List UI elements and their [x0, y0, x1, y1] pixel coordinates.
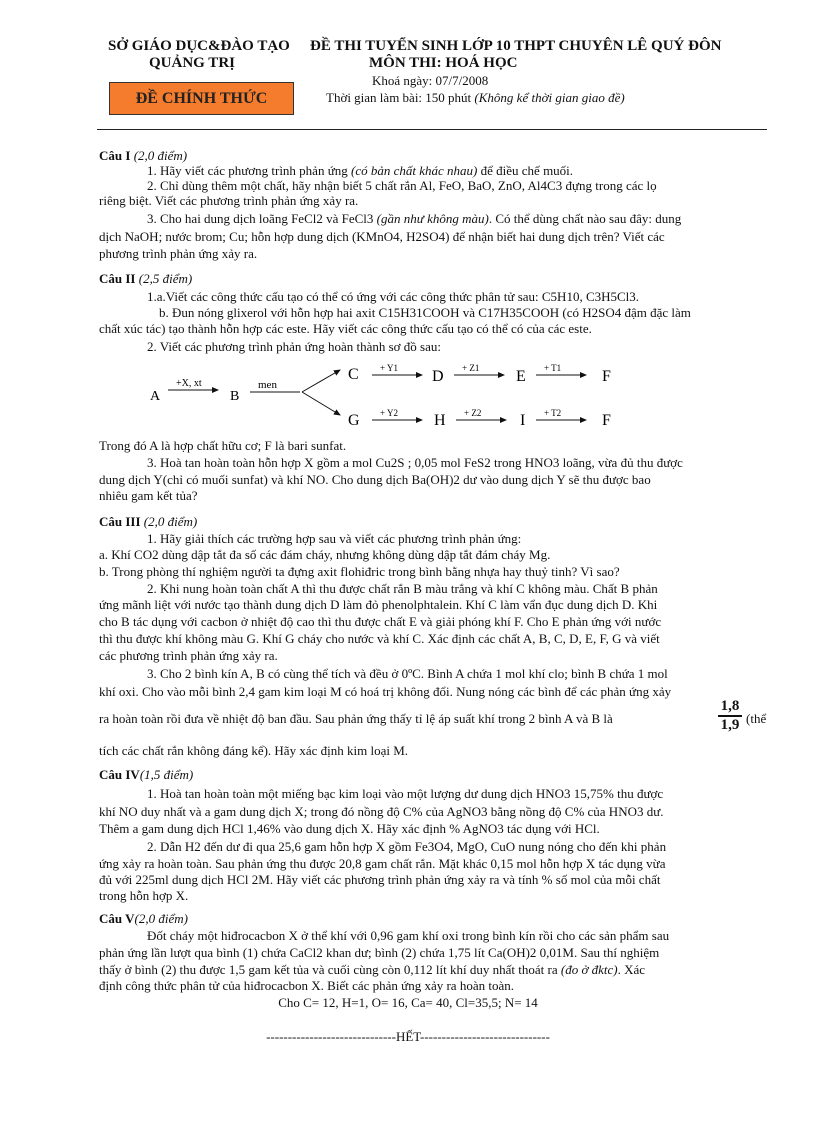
- q1-text: 1. Hãy viết các phương trình phản ứng: [147, 163, 352, 178]
- end-marker: ------------------------------HẾT------------------------------: [266, 1029, 550, 1044]
- scheme-C: C: [348, 366, 359, 383]
- q3-line: các phương trình phản ứng xảy ra.: [99, 648, 278, 663]
- scheme-A: A: [150, 389, 161, 404]
- atomic-masses: Cho C= 12, H=1, O= 16, Ca= 40, Cl=35,5; N= 14: [278, 995, 538, 1010]
- scheme-reagent-1: +X, xt: [176, 378, 202, 389]
- q1-text: 3. Cho hai dung dịch loãng FeCl2 và FeCl3: [147, 211, 377, 226]
- q3-line: 1. Hãy giải thích các trường hợp sau và viết các phương trình phản ứng:: [147, 531, 522, 546]
- exam-date: Khoá ngày: 07/7/2008: [372, 73, 489, 88]
- q1-title: Câu I: [99, 148, 131, 163]
- q2-heading: [99, 271, 767, 286]
- q1-italic: (có bản chất khác nhau): [351, 163, 478, 178]
- q3-points: (2,0 điểm): [143, 514, 198, 529]
- school-department: SỞ GIÁO DỤC&ĐÀO TẠO: [108, 38, 290, 54]
- q1-text: . Có thể dùng chất nào sau đây: dung: [488, 211, 682, 226]
- q4-line: ứng xảy ra hoàn toàn. Sau phản ứng thu được 20,8 gam chất rắn. Mặt khác 0,15 mol hỗn hợp X tác dụng vừa: [99, 856, 666, 871]
- q4-heading: [99, 767, 767, 782]
- exam-duration: [326, 90, 625, 106]
- scheme-E: E: [516, 368, 526, 385]
- q4-title: Câu IV: [99, 767, 140, 782]
- q3-line: khí oxi. Cho vào mỗi bình 2,4 gam kim loại M có hoá trị không đổi. Nung nóng các bình để các phản ứng xảy: [99, 684, 672, 699]
- subject: MÔN THI: HOÁ HỌC: [369, 55, 518, 71]
- arrow-branch-down: [302, 392, 340, 415]
- scheme-Y1: + Y1: [380, 363, 398, 373]
- q1-line: 2. Chỉ dùng thêm một chất, hãy nhận biết 5 chất rắn Al, FeO, BaO, ZnO, Al4C3 đựng trong các lọ: [147, 178, 657, 193]
- q5-text: thấy ở bình (2) thu được 1,5 gam kết tủa và cuối cùng còn 0,112 lít khí duy nhất thoát ra: [99, 962, 561, 977]
- scheme-I: I: [520, 412, 526, 429]
- q4-line: Thêm a gam dung dịch HCl 1,46% vào dung dịch X. Hãy xác định % AgNO3 tác dụng với HCl.: [99, 821, 600, 836]
- q3-line: 3. Cho 2 bình kín A, B có cùng thể tích và đều ở 0ºC. Bình A chứa 1 mol khí clo; bình B chứa 1 mol: [147, 666, 668, 681]
- scheme-Z2: + Z2: [464, 408, 482, 418]
- exam-title: ĐỀ THI TUYỂN SINH LỚP 10 THPT CHUYÊN LÊ QUÝ ĐÔN: [310, 38, 722, 54]
- q2-line: 1.a.Viết các công thức cấu tạo có thể có ứng với các công thức phân tử sau: C5H10, C3H5Cl3.: [147, 289, 640, 304]
- q3-line: cho B tác dụng với cacbon ở nhiệt độ cao thì thu được chất E và giải phóng khí F. Cho E phản ứng với nước: [99, 614, 662, 629]
- q4-line: khí NO duy nhất và a gam dung dịch X; trong đó nồng độ C% của AgNO3 bằng nồng độ C% của HNO3 dư.: [99, 804, 664, 819]
- q5-line: định công thức phân tử của hiđrocacbon X. Biết các phản ứng xảy ra hoàn toàn.: [99, 978, 514, 993]
- q5-text: . Xác: [617, 962, 646, 977]
- q4-line: 1. Hoà tan hoàn toàn một miếng bạc kim loại vào một lượng dư dung dịch HNO3 15,75% thu được: [147, 786, 664, 801]
- arrow-branch-up: [302, 370, 340, 392]
- q3-line: (thể: [746, 711, 767, 726]
- scheme-G: G: [348, 412, 360, 429]
- q1-line: riêng biệt. Viết các phương trình phản ứng xảy ra.: [99, 193, 359, 208]
- scheme-D: D: [432, 368, 444, 385]
- q4-line: 2. Dẫn H2 đến dư đi qua 25,6 gam hỗn hợp X gồm Fe3O4, MgO, CuO nung nóng cho đến khi phản: [147, 839, 667, 854]
- q1-points: (2,0 điểm): [133, 148, 188, 163]
- q1-italic: (gần như không màu): [376, 211, 489, 226]
- scheme-Z1: + Z1: [462, 363, 480, 373]
- scheme-T1: + T1: [544, 363, 562, 373]
- scheme-F2: F: [602, 412, 611, 429]
- q1-text: để điều chế muối.: [477, 163, 574, 178]
- q1-line: [99, 211, 815, 226]
- pressure-ratio: [718, 698, 742, 734]
- q3-title: Câu III: [99, 514, 141, 529]
- q5-points: (2,0 điểm): [134, 911, 188, 926]
- q5-heading: [99, 911, 767, 926]
- duration-note: (Không kể thời gian giao đề): [474, 90, 625, 105]
- duration-text: Thời gian làm bài: 150 phút: [326, 90, 472, 105]
- q4-points: (1,5 điểm): [139, 767, 194, 782]
- q2-title: Câu II: [99, 271, 136, 286]
- scheme-F: F: [602, 368, 611, 385]
- q3-line: ứng mãnh liệt với nước tạo thành dung dịch D làm đỏ phenolphtalein. Khí C làm vẩn đục dung dịch D. Khi: [99, 597, 658, 612]
- scheme-T2: + T2: [544, 408, 562, 418]
- q5-italic: (đo ở đktc): [560, 962, 618, 977]
- ratio-numerator: 1,8: [720, 698, 740, 714]
- q2-points: (2,5 điểm): [138, 271, 193, 286]
- q4-line: đủ với 225ml dung dịch HCl 2M. Hãy viết các phương trình phản ứng xảy ra và tính % số mol của mỗi chất: [99, 872, 661, 887]
- q5-line: Đốt cháy một hiđrocacbon X ở thể khí với 0,96 gam khí oxi trong bình kín rồi cho các sản phẩm sau: [147, 928, 670, 943]
- q1-line: [99, 163, 815, 178]
- q3-line: tích các chất rắn không đáng kể). Hãy xác định kim loại M.: [99, 743, 409, 758]
- header-divider: [97, 129, 767, 130]
- province: QUẢNG TRỊ: [149, 55, 235, 71]
- q2-line: 2. Viết các phương trình phản ứng hoàn thành sơ đồ sau:: [147, 339, 441, 354]
- q3-heading: [99, 514, 767, 529]
- q2-line: dung dịch Y(chỉ có muối sunfat) và khí NO. Cho dung dịch Ba(OH)2 dư vào dung dịch Y sẽ thu được bao: [99, 472, 651, 487]
- q2-line: b. Đun nóng glixerol với hỗn hợp hai axit C15H31COOH và C17H35COOH (có H2SO4 đậm đặc làm: [159, 305, 691, 320]
- q3-line: ra hoàn toàn rồi đưa về nhiệt độ ban đầu. Sau phản ứng thấy tỉ lệ áp suất khí trong 2 bình A và B là: [99, 711, 613, 726]
- reaction-scheme: [140, 355, 640, 435]
- q1-line: dịch NaOH; nước brom; Cu; hỗn hợp dung dịch (KMnO4, H2SO4) để nhận biết hai dung dịch trên? Viết các: [99, 229, 665, 244]
- scheme-Y2: + Y2: [380, 408, 398, 418]
- q2-line: nhiêu gam kết tủa?: [99, 488, 198, 503]
- q5-line: phản ứng lần lượt qua bình (1) chứa CaCl2 khan dư; bình (2) chứa 1,75 lít Ca(OH)2 0,01M. Sau thí nghiệm: [99, 945, 660, 960]
- q3-line: 2. Khi nung hoàn toàn chất A thì thu được chất rắn B màu trắng và khí C không màu. Chất B phản: [147, 581, 658, 596]
- q5-title: Câu V: [99, 911, 135, 926]
- q3-line: thì thu được khí không màu G. Khí G cháy cho nước và khí C. Xác định các chất A, B, C, D, E, F, G và viết: [99, 631, 660, 646]
- q1-heading: [99, 148, 767, 163]
- scheme-reagent-men: men: [258, 379, 277, 391]
- q4-line: trong hỗn hợp X.: [99, 888, 189, 903]
- q3-line: b. Trong phòng thí nghiệm người ta đựng axit flohiđric trong bình bằng nhựa hay thuỷ tinh? Vì sao?: [99, 564, 620, 579]
- scheme-H: H: [434, 412, 446, 429]
- q1-line: phương trình phản ứng xảy ra.: [99, 246, 258, 261]
- scheme-B: B: [230, 389, 240, 404]
- q3-line: a. Khí CO2 dùng dập tắt đa số các đám cháy, nhưng không dùng dập tắt đám cháy Mg.: [99, 547, 551, 562]
- q2-line: 3. Hoà tan hoàn toàn hỗn hợp X gồm a mol Cu2S ; 0,05 mol FeS2 trong HNO3 loãng, vừa đủ thu được: [147, 455, 683, 470]
- q2-line: chất xúc tác) tạo thành hỗn hợp các este. Hãy viết các công thức cấu tạo có thể có của các este.: [99, 321, 592, 336]
- ratio-denominator: 1,9: [718, 715, 742, 734]
- official-badge: ĐỀ CHÍNH THỨC: [109, 82, 294, 115]
- q2-line: Trong đó A là hợp chất hữu cơ; F là bari sunfat.: [99, 438, 347, 453]
- q5-line: [99, 962, 767, 977]
